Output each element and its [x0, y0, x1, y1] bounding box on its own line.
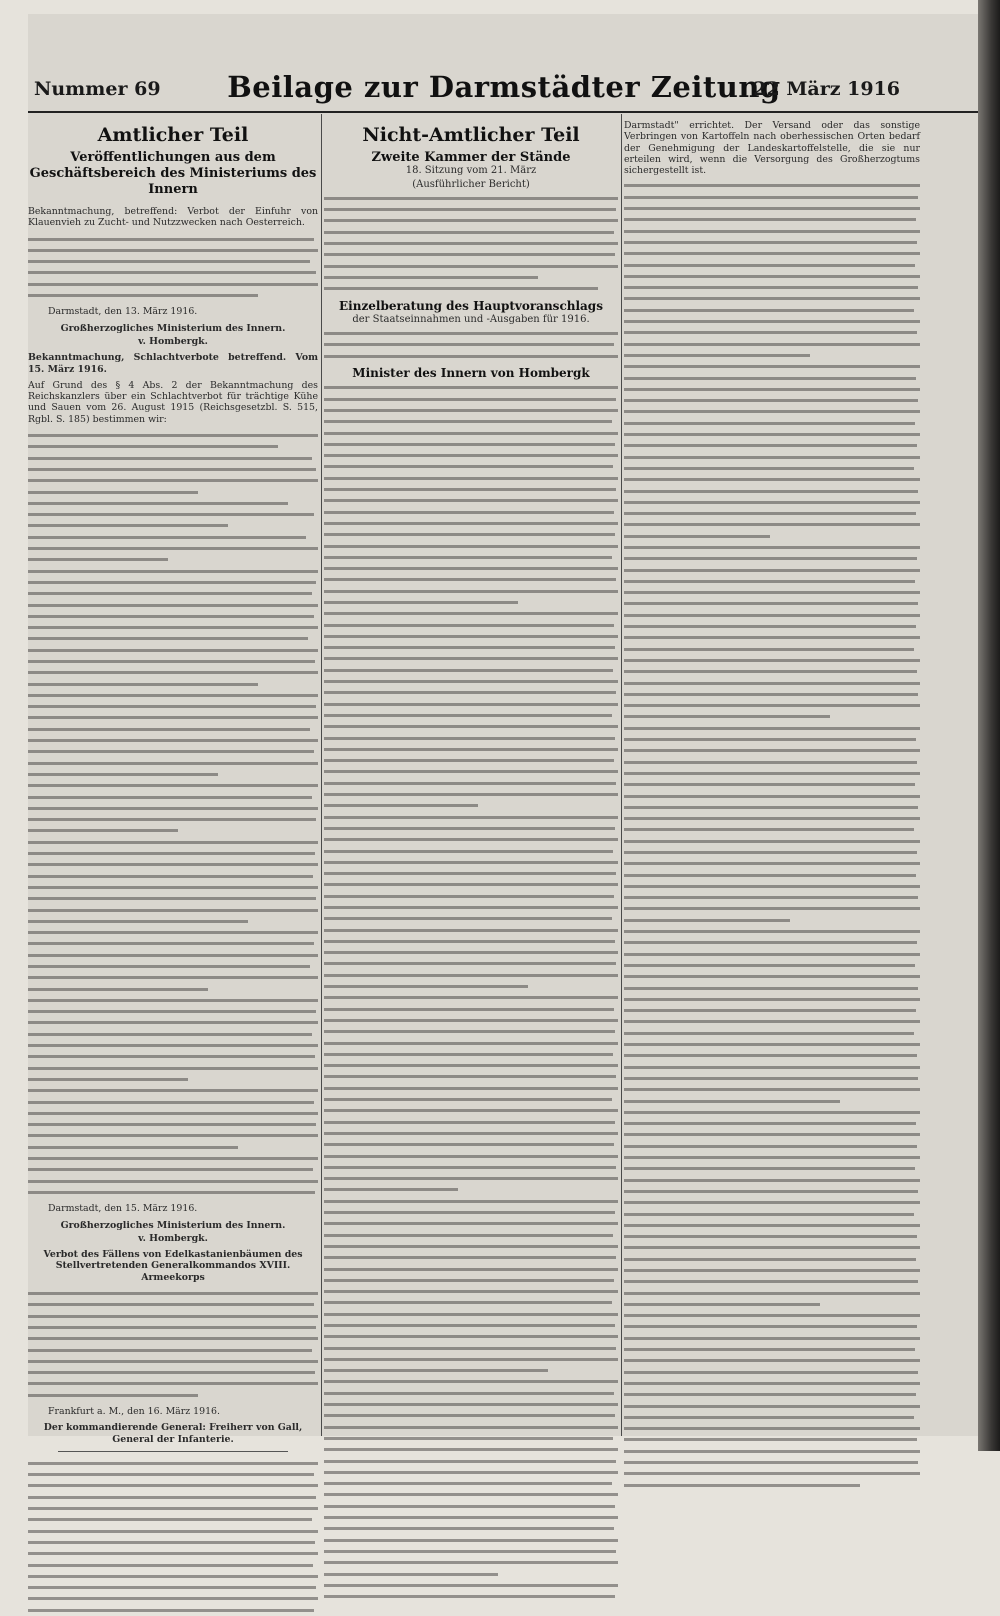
minister-heading: Minister des Innern von Hombergk — [352, 366, 590, 381]
column-non-official — [324, 116, 618, 1434]
session-line: 18. Sitzung vom 21. März — [405, 165, 537, 177]
notice-body — [28, 234, 318, 302]
notice-place-date: Frankfurt a. M., den 16. März 1916. — [48, 1405, 221, 1417]
notice-signature: Der kommandierende General: Freiherr von Gall, General der Infanterie. — [43, 1422, 303, 1445]
column-divider — [621, 114, 622, 1436]
budget-subheading: der Staatseinnahmen und -Ausgaben für 1916. — [352, 313, 590, 325]
notice-signature: v. Hombergk. — [138, 335, 208, 347]
notice-body — [28, 430, 318, 1198]
column-continued — [624, 116, 920, 1434]
continued-intro: Darmstadt" errichtet. Der Versand oder das sonstige Verbringen von Kartoffeln nach oberhessischen Orten bedarf der Genehmigung der Landeskartoffelstelle, die sie nur erteilen wird, wenn die Versorgung des Großherzogtums sichergestellt ist. — [624, 120, 920, 177]
notice-authority: Großherzogliches Ministerium des Innern. — [60, 322, 286, 334]
issue-number: Nummer 69 — [34, 78, 161, 100]
masthead-rule — [28, 111, 980, 113]
court-news-body — [28, 1458, 318, 1616]
report-label: (Ausführlicher Bericht) — [412, 178, 530, 190]
continued-body — [624, 180, 920, 1490]
issue-date: 22 März 1916 — [753, 78, 900, 100]
notice-date: Darmstadt, den 15. März 1916. — [48, 1203, 198, 1215]
section-title-non-official: Nicht-Amtlicher Teil — [362, 124, 580, 146]
notice-heading: Verbot des Fällens von Edelkastanienbäumen des Stellvertretenden Generalkommandos XVIII. Armeekorps — [43, 1249, 303, 1283]
chamber-heading: Zweite Kammer der Stände — [371, 150, 571, 165]
section-subtitle: Veröffentlichungen aus dem Geschäftsbereich des Ministeriums des Innern — [29, 150, 317, 197]
notice-intro: Auf Grund des § 4 Abs. 2 der Bekanntmachung des Reichskanzlers über ein Schlachtverbot für trächtige Kühe und Sauen vom 26. August 1915 (Reichsgesetzbl. S. 515, Rgbl. S. 185) bestimmen wir: — [28, 379, 318, 425]
notice-date: Darmstadt, den 13. März 1916. — [48, 306, 198, 318]
divider — [58, 1451, 288, 1452]
minister-speech-body — [324, 382, 618, 1602]
newspaper-title: Beilage zur Darmstädter Zeitung — [227, 70, 781, 104]
notice-authority: Großherzogliches Ministerium des Innern. — [60, 1219, 286, 1231]
column-divider — [321, 114, 322, 1436]
notice-heading: Bekanntmachung, Schlachtverbote betreffend. Vom 15. März 1916. — [28, 352, 318, 375]
budget-body — [324, 328, 618, 362]
section-title-official: Amtlicher Teil — [97, 124, 249, 146]
newspaper-page — [28, 14, 980, 1445]
notice-signature: v. Hombergk. — [138, 1232, 208, 1244]
notice-heading: Bekanntmachung, betreffend: Verbot der Einfuhr von Klauenvieh zu Zucht- und Nutzzwecken nach Oesterreich. — [28, 206, 318, 229]
book-spine-shadow — [978, 0, 1000, 1451]
notice-body — [28, 1288, 318, 1401]
column-official — [28, 116, 318, 1445]
budget-heading: Einzelberatung des Hauptvoranschlags — [339, 298, 603, 313]
session-body — [324, 193, 618, 295]
masthead — [28, 70, 980, 110]
